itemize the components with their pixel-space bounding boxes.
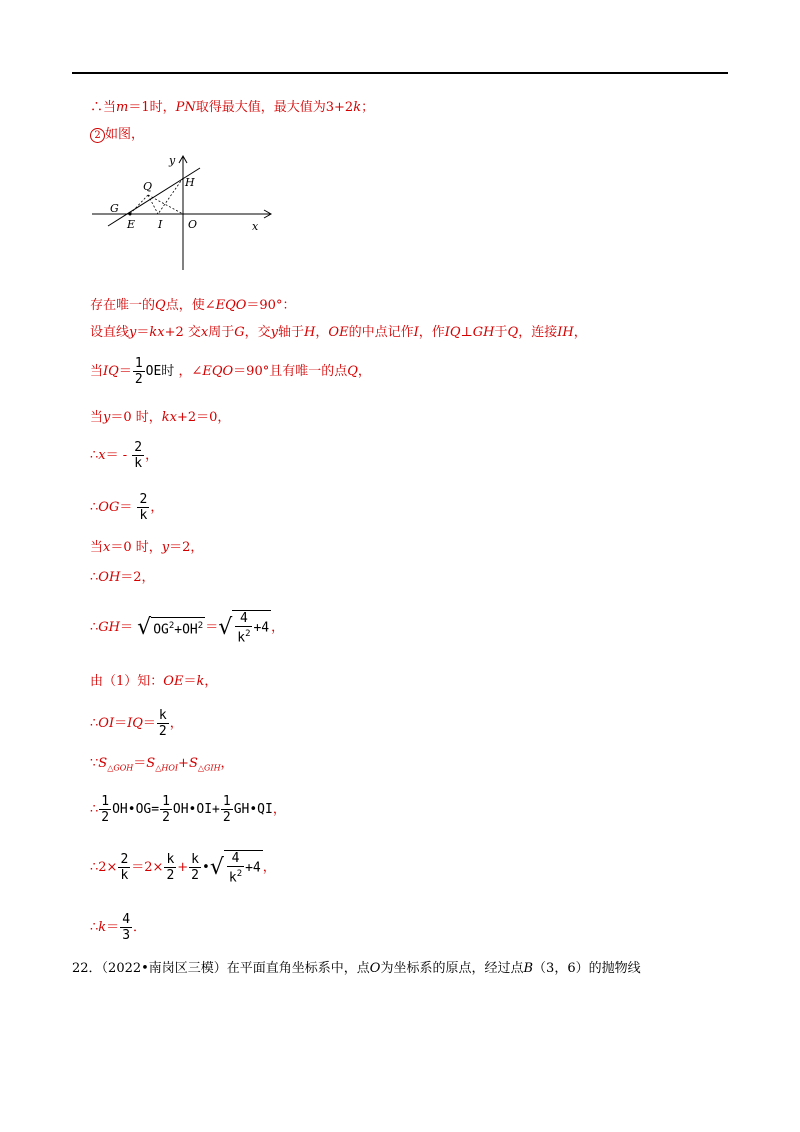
solution-line-4: 设直线y＝kx+2 交x周于G，交y轴于H，OE的中点记作I，作IQ⊥GH于Q，连接IH， bbox=[90, 325, 587, 340]
label-h: H bbox=[185, 176, 195, 189]
circled-number: 2 bbox=[90, 128, 105, 143]
solution-line-17: ∴k＝ $\frac{4}{3}$ ． bbox=[90, 912, 147, 943]
label-o: O bbox=[188, 218, 198, 231]
fraction-2-over-k: $\frac{2}{k}$ bbox=[134, 440, 143, 471]
fraction-half: $\frac{1}{2}$ bbox=[134, 356, 143, 387]
solution-line-8: ∴OG＝ $\frac{2}{k}$ ， bbox=[90, 492, 164, 523]
sqrt-4-over-k2-b: √ $\frac{4}{k^2}$ +4 bbox=[209, 851, 261, 886]
fraction-half-2: $\frac{1}{2}$ bbox=[162, 794, 170, 825]
fraction-4-over-3: $\frac{4}{3}$ bbox=[122, 912, 131, 943]
solution-line-11: ∴GH＝ √ $OG^2+OH^2$ ＝√ $\frac{4}{k^2}$ +4 ， bbox=[90, 611, 285, 646]
label-q: Q bbox=[143, 180, 153, 193]
sqrt-og-oh: √ $OG^2+OH^2$ bbox=[137, 614, 204, 640]
sqrt-4-over-k2: √ $\frac{4}{k^2}$ +4 bbox=[218, 611, 270, 646]
point-e bbox=[129, 213, 132, 216]
label-e: E bbox=[127, 218, 136, 231]
dash-hi bbox=[158, 178, 183, 214]
solution-line-13: ∴OI＝IQ＝ $\frac{k}{2}$ ， bbox=[90, 708, 183, 739]
question-22: 22．（2022•南岗区三模）在平面直角坐标系中，点O为坐标系的原点，经过点B（3，6）的抛物线 bbox=[72, 961, 641, 976]
label-i: I bbox=[158, 218, 163, 231]
header-rule bbox=[72, 72, 728, 74]
fraction-2-over-k-b: $\frac{2}{k}$ bbox=[120, 852, 129, 884]
fraction-k-over-2-b: $\frac{k}{2}$ bbox=[191, 852, 199, 884]
solution-line-15: ∴ $\frac{1}{2}$ OH•OG= $\frac{1}{2}$ OH•OI+ $\frac{1}{2}$ GH•QI， bbox=[90, 794, 286, 825]
fraction-half-1: $\frac{1}{2}$ bbox=[101, 794, 110, 825]
solution-line-1: ∴当m＝1时，PN取得最大值，最大值为3+2k； bbox=[90, 100, 375, 115]
fraction-k-over-2: $\frac{k}{2}$ bbox=[158, 708, 167, 739]
dash-qe bbox=[130, 195, 148, 214]
solution-line-6: 当y＝0 时，kx+2＝0， bbox=[90, 410, 231, 425]
solution-line-2: 2 如图， bbox=[90, 127, 144, 143]
solution-line-5: 当IQ＝ $\frac{1}{2}$ OE时 ，∠EQO＝90°且有唯一的点Q， bbox=[90, 356, 371, 387]
solution-line-14: $\because S_{\triangle GOH}=S_{\triangle HOI}+S_{\triangle GIH}$， bbox=[90, 756, 234, 773]
fraction-og: $\frac{2}{k}$ bbox=[139, 492, 148, 523]
solution-line-7: ∴x＝ - $\frac{2}{k}$ ， bbox=[90, 440, 159, 471]
dash-qo bbox=[148, 195, 183, 214]
solution-line-12: 由（1）知：OE＝k， bbox=[90, 674, 218, 689]
coordinate-figure bbox=[88, 150, 288, 274]
solution-line-10: ∴OH＝2， bbox=[90, 570, 155, 585]
solution-line-9: 当x＝0 时，y＝2， bbox=[90, 540, 204, 555]
label-g: G bbox=[110, 202, 119, 215]
fraction-half-3: $\frac{1}{2}$ bbox=[222, 794, 231, 825]
solution-line-3: 存在唯一的Q点，使∠EQO＝90°： bbox=[90, 298, 296, 313]
fraction-k-over-2-a: $\frac{k}{2}$ bbox=[166, 852, 175, 884]
solution-line-16: ∴2× $\frac{2}{k}$ ＝2× $\frac{k}{2}$ + $\frac{k}{2}$ •√ $\frac{4}{k^2}$ +4 ， bbox=[90, 851, 276, 886]
label-x: x bbox=[252, 220, 259, 233]
label-y: y bbox=[169, 154, 176, 167]
